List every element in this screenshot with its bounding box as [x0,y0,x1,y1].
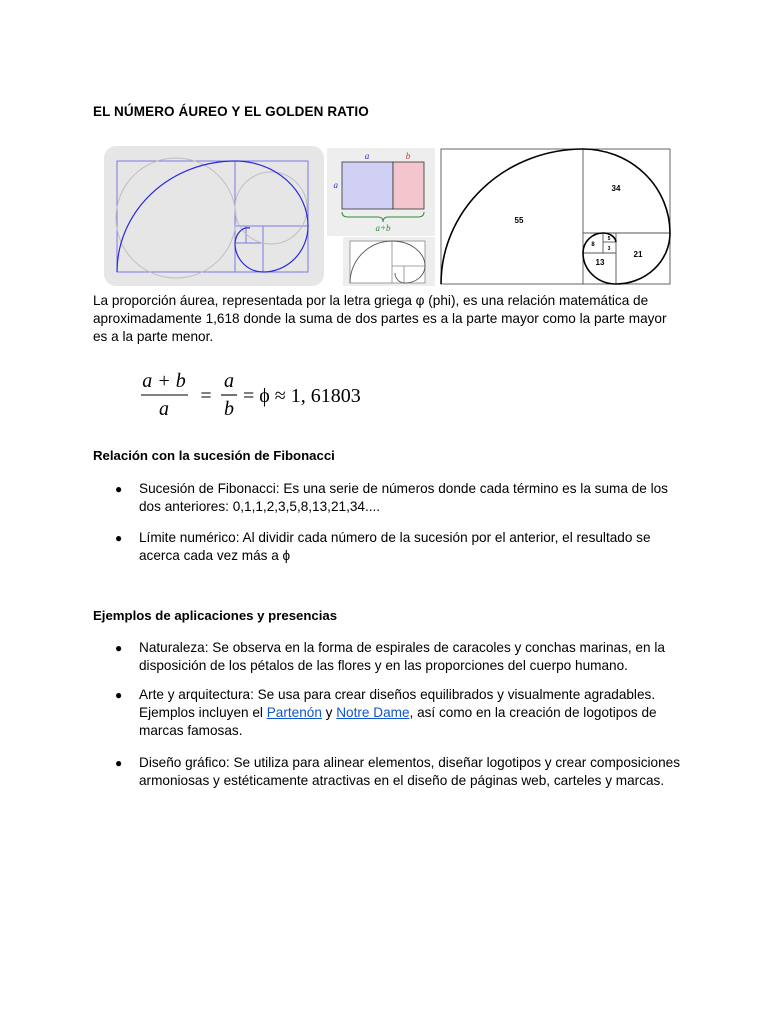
document-title: EL NÚMERO ÁUREO Y EL GOLDEN RATIO [93,104,369,119]
section-heading-examples: Ejemplos de aplicaciones y presencias [93,608,338,623]
formula-den2: b [224,398,234,420]
list-item [115,639,684,675]
golden-spiral-panel [104,146,324,286]
label-a-side: a [333,180,338,190]
fib-3: 3 [607,246,611,252]
partenon-link[interactable]: Partenón [266,705,322,721]
bullet-icon: ● [115,641,123,655]
label-a-top: a [364,151,370,161]
fibonacci-spiral-panel [439,146,677,286]
formula-num2: a [224,370,234,392]
golden-ratio-figure [104,146,677,286]
bullet-icon: ● [115,531,123,545]
list-item-text-between: y [321,705,337,721]
list-item-text-before: Arte y arquitectura: Se usa para crear diseños equilibrados y visualmente agradables. Ejemplos incluyen el [139,687,656,721]
section-heading-fibonacci: Relación con la sucesión de Fibonacci [93,448,335,463]
golden-ratio-formula [138,368,398,424]
small-spiral-panel [343,237,435,286]
fib-8: 8 [591,242,595,248]
formula-rest: = ϕ ≈ 1, 61803 [243,385,361,407]
list-item [115,686,684,741]
intro-paragraph: La proporción áurea, representada por la letra griega φ (phi), es una relación matemática de aproximadamente 1,618 donde la suma de dos partes es a la parte mayor como la parte mayor es a la parte menor. [93,293,667,345]
fib-13: 13 [595,258,605,267]
ratio-rectangles-panel [327,148,435,236]
label-b-top: b [405,151,411,161]
bullet-icon: ● [115,756,123,770]
list-item [115,529,684,565]
fib-21: 21 [633,250,643,259]
list-item-text-after: , así como en la creación de logotipos de marcas famosas. [139,705,657,739]
list-item-text: Límite numérico: Al dividir cada número de la sucesión por el anterior, el resultado se acerca cada vez más a ϕ [139,530,651,564]
list-item-text: Diseño gráfico: Se utiliza para alinear elementos, diseñar logotipos y crear composiciones armoniosas y estéticamente atractivas en el diseño de páginas web, carteles y marcas. [139,755,681,789]
formula-num1: a + b [142,370,186,392]
label-sum: a+b [375,223,391,233]
formula-eq1: = [200,385,212,407]
list-item-text: Sucesión de Fibonacci: Es una serie de números donde cada término es la suma de los dos anteriores: 0,1,1,2,3,5,8,13,21,34.... [139,481,668,515]
bullet-icon: ● [115,688,123,702]
list-item [115,754,684,790]
list-item-text: Naturaleza: Se observa en la forma de espirales de caracoles y conchas marinas, en la disposición de los pétalos de las flores y en las proporciones del cuerpo humano. [139,640,665,674]
fib-5: 5 [607,236,611,242]
formula-den1: a [159,398,169,420]
list-item [115,480,684,516]
bullet-icon: ● [115,482,123,496]
fib-55: 55 [514,216,524,225]
notre-dame-link[interactable]: Notre Dame [336,705,410,721]
fib-34: 34 [611,184,621,193]
